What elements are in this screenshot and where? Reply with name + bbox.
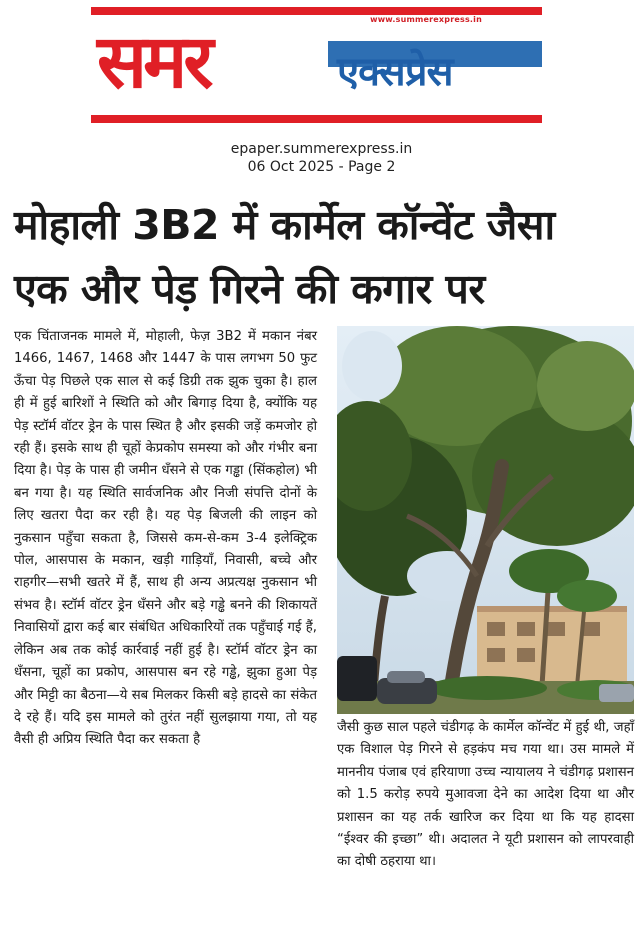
- masthead-logo: [91, 7, 542, 123]
- headline-line-1: मोहाली 3B2 में कार्मेल कॉन्वेंट जैसा: [14, 201, 555, 249]
- edition-site[interactable]: epaper.summerexpress.in: [230, 141, 413, 157]
- leaning-tree-photo: [337, 326, 634, 714]
- edition-date-page: 06 Oct 2025 - Page 2: [247, 159, 396, 175]
- tree-photo-illustration: [337, 326, 634, 714]
- article-body-left: एक चिंताजनक मामले में, मोहाली, फेज़ 3B2 में मकान नंबर 1466, 1467, 1468 और 1447 के पास लगभग 50 फुट ऊँचा पेड़ पिछले एक साल से कई डिग्री तक झुक चुका है। हाल ही में हुई बारिशों ने स्थिति को और बिगाड़ दिया है, क्योंकि यह पेड़ स्टॉर्म वॉटर ड्रेन के पास स्थित है और इसकी जड़ें कमजोर हो रही हैं। इसके साथ ही चूहों केप्रकोप समस्या को और गंभीर बना दिया है। पेड़ के पास ही जमीन धँसने से एक गड्ढा (सिंकहोल) भी बन गया है। यह स्थिति सार्वजनिक और निजी संपत्ति दोनों के लिए खतरा पैदा कर रही है। यह पेड़ बिजली की लाइन को नुकसान पहुँचा सकता है, जिससे कम-से-कम 3-4 इलेक्ट्रिक पोल, आसपास के मकान, खड़ी गाड़ियाँ, निवासी, बच्चे और राहगीर—सभी खतरे में हैं, साथ ही अन्य अप्रत्यक्ष नुकसान भी संभव है। स्टॉर्म वॉटर ड्रेन धँसने और बड़े गड्ढे बनने की शिकायतें निवासियों द्वारा कई बार संबंधित अधिकारियों तक पहुँचाई गई हैं, लेकिन अब तक कोई कार्रवाई नहीं हुई है। स्टॉर्म वॉटर ड्रेन का धँसना, चूहों का प्रकोप, आसपास बन रहे गड्ढे, झुका हुआ पेड़ और मिट्टी का बैठना—ये सब मिलकर किसी बड़े हादसे का संकेत दे रहे हैं। यदि इस मामले को तुरंत नहीं सुलझाया गया, तो यह वैसी ही अप्रिय स्थिति पैदा कर सकता है: [14, 329, 317, 748]
- masthead-title: समर: [97, 19, 210, 105]
- masthead-bottom-rule: [91, 115, 542, 123]
- masthead-subtitle: एक्सप्रेस: [337, 49, 453, 95]
- masthead-url: www.summerexpress.in: [370, 15, 482, 24]
- article-body-right: जैसी कुछ साल पहले चंडीगढ़ के कार्मेल कॉन्वेंट में हुई थी, जहाँ एक विशाल पेड़ गिरने से हड़कंप मच गया था। उस मामले में माननीय पंजाब एवं हरियाणा उच्च न्यायालय ने चंडीगढ़ प्रशासन को 1.5 करोड़ रुपये मुआवजा देने का आदेश दिया था और प्रशासन का यह तर्क खारिज कर दिया था कि यह हादसा “ईश्वर की इच्छा” थी। अदालत ने यूटी प्रशासन को लापरवाही का दोषी ठहराया था।: [337, 720, 634, 870]
- headline-line-2: एक और पेड़ गिरने की कगार पर: [14, 265, 485, 313]
